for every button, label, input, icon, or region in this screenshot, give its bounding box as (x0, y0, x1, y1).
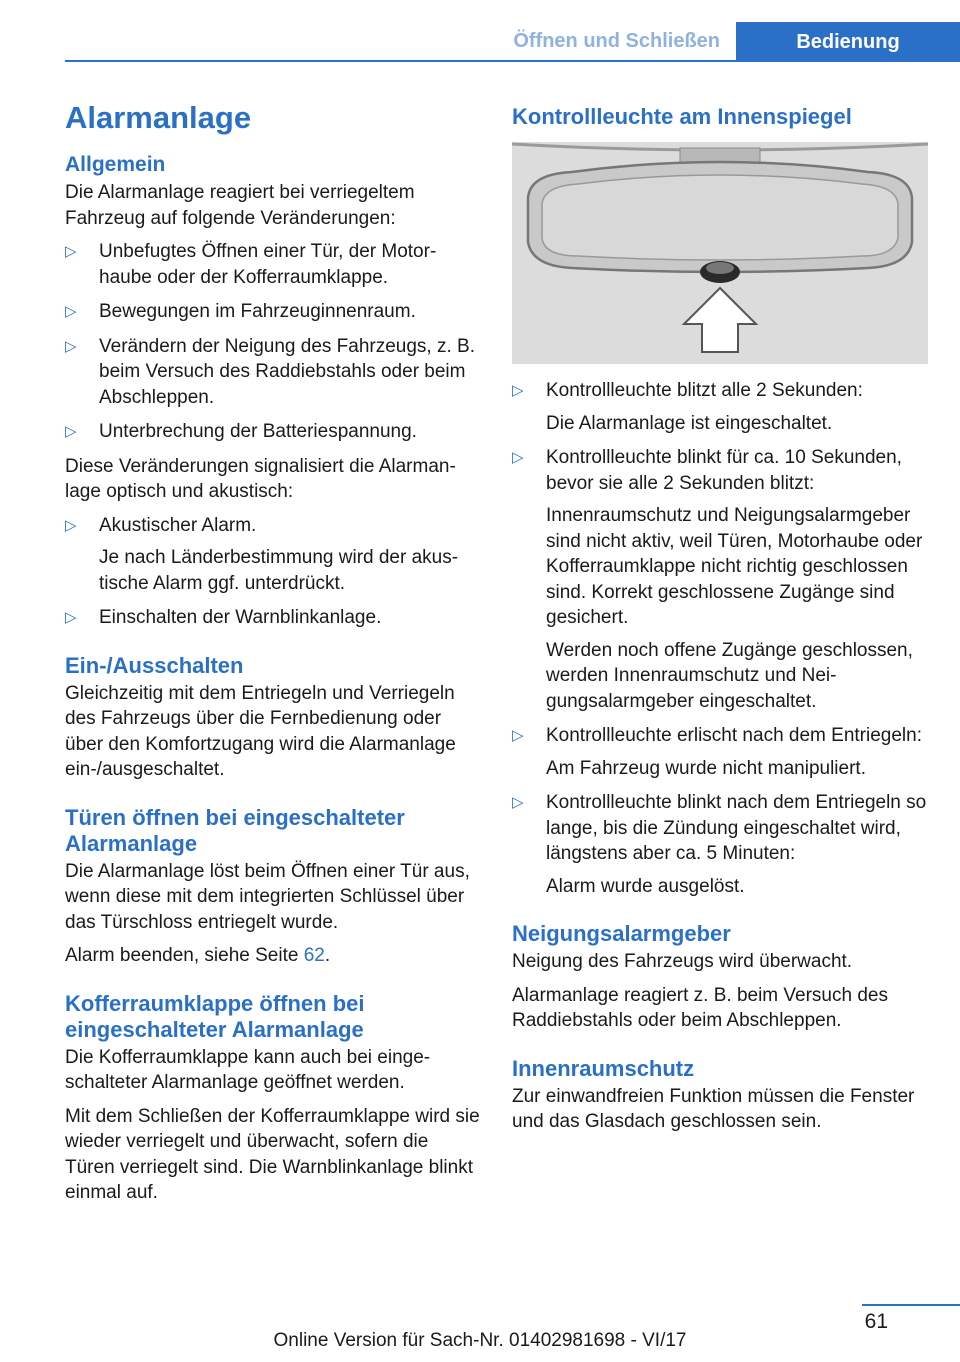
signal-text: Diese Veränderungen signalisiert die Alarmanlage optisch und akustisch: (65, 455, 456, 502)
list-item: ▷ Verändern der Neigung des Fahrzeugs, z. B. beim Versuch des Raddiebstahls oder beim Abschleppen. (65, 335, 476, 408)
page-reference-link[interactable]: 62 (303, 945, 325, 966)
ein-aus-text: Gleichzeitig mit dem Entriegeln und Verriegeln des Fahrzeugs über die Fernbedienung oder über den Komfortzugang wird die Alarmanlage ein-/ausgeschaltet. (65, 682, 456, 780)
header-chapter-label: Bedienung (796, 30, 900, 53)
online-version-note: Online Version für Sach-Nr. 01402981698 - VI/17 (273, 1330, 687, 1351)
list-item: ▷ Akustischer Alarm. Je nach Länderbestimmung wird der akustische Alarm ggf. unterdrückt. (65, 513, 480, 597)
right-column (512, 100, 928, 1143)
footer-rule (862, 1304, 960, 1306)
list-item: ▷ Bewegungen im Fahrzeuginnenraum. (65, 299, 480, 325)
list-item: ▷ Unbefugtes Öffnen einer Tür, der Motorhaube oder der Kofferraumklappe. (65, 241, 437, 288)
list-item: ▷ Kontrollleuchte blinkt für ca. 10 Sekunden, bevor sie alle 2 Sekunden blitzt: Innenraumschutz und Neigungsalarmgeber sind nicht aktiv, weil Türen, Motorhaube oder Kofferraumklappe nicht richtig geschlossen sind. Korrekt geschlossene Zugänge sind gesichert. Werden noch offene Zugänge geschlossen, werden Innenraumschutz und Neigungsalarmgeber eingeschaltet. (512, 445, 928, 714)
section-heading-tueren: Türen öffnen bei eingeschalteter Alarmanlage (65, 804, 405, 856)
section-heading-ein-aus: Ein-/Ausschalten (65, 652, 244, 678)
rearview-mirror-illustration (512, 142, 928, 364)
tueren-text: Die Alarmanlage löst beim Öffnen einer Tür aus, wenn diese mit dem integrierten Schlüssel über das Türschloss entriegelt wurde. (65, 860, 470, 933)
bullet-icon: ▷ (65, 303, 77, 320)
kontroll-list (512, 378, 928, 899)
left-column (65, 100, 480, 1214)
list-item-note: Innenraumschutz und Neigungsalarmgeber sind nicht aktiv, weil Türen, Motorhaube oder Kofferraumklappe nicht richtig geschlossen sind. Korrekt geschlossene Zugänge sind gesichert. (546, 505, 923, 628)
section-heading-kontrollleuchte: Kontrollleuchte am Innenspiegel (512, 104, 852, 129)
innenraum-text: Zur einwandfreien Funktion müssen die Fenster und das Glasdach geschlossen sein. (512, 1085, 915, 1132)
bullet-icon: ▷ (65, 609, 77, 626)
list-item: ▷ Einschalten der Warnblinkanlage. (65, 605, 480, 631)
list-item-note: Die Alarmanlage ist eingeschaltet. (546, 412, 833, 434)
bullet-icon: ▷ (65, 423, 77, 440)
list-item: ▷ Kontrollleuchte blitzt alle 2 Sekunden: Die Alarmanlage ist eingeschaltet. (512, 378, 928, 436)
section-heading-neigungsalarmgeber: Neigungsalarmgeber (512, 921, 731, 946)
header-rule (65, 60, 960, 62)
bullet-icon: ▷ (512, 449, 524, 466)
header-section-title: Öffnen und Schließen (513, 30, 720, 52)
bullet-icon: ▷ (512, 794, 524, 811)
page-title: Alarmanlage (65, 100, 252, 135)
alarm-stop-text: Alarm beenden, siehe Seite 62. (65, 945, 331, 966)
signal-list (65, 513, 480, 631)
bullet-icon: ▷ (65, 337, 77, 355)
list-item-note: Werden noch offene Zugänge geschlossen, werden Innenraumschutz und Neigungsalarmgeber eingeschaltet. (546, 639, 913, 712)
bullet-icon: ▷ (512, 382, 524, 399)
list-item: ▷ Kontrollleuchte erlischt nach dem Entriegeln: Am Fahrzeug wurde nicht manipuliert. (512, 723, 928, 781)
list-item-note: Alarm wurde ausgelöst. (546, 875, 745, 897)
list-item: ▷ Unterbrechung der Batteriespannung. (65, 419, 480, 445)
header-chapter-tab (736, 22, 960, 62)
list-item-note: Am Fahrzeug wurde nicht manipuliert. (546, 757, 866, 779)
neigung-text-2: Alarmanlage reagiert z. B. beim Versuch des Raddiebstahls oder beim Abschleppen. (512, 984, 888, 1031)
page-header (0, 0, 960, 62)
kofferraum-text-2: Mit dem Schließen der Kofferraumklappe wird sie wieder verriegelt und überwacht, sofern die Türen verriegelt sind. Die Warnblinkanlage blinkt einmal auf. (65, 1105, 480, 1203)
section-heading-allgemein: Allgemein (65, 153, 166, 176)
allgemein-list (65, 239, 480, 445)
bullet-icon: ▷ (65, 243, 77, 260)
section-heading-kofferraum: Kofferraumklappe öffnen bei eingeschalteter Alarmanlage (65, 990, 365, 1042)
bullet-icon: ▷ (512, 727, 524, 744)
list-item-note: Je nach Länderbestimmung wird der akustische Alarm ggf. unterdrückt. (99, 547, 459, 594)
list-item: ▷ Kontrollleuchte blinkt nach dem Entriegeln so lange, bis die Zündung eingeschaltet wird, längstens aber ca. 5 Minuten: Alarm wurde ausgelöst. (512, 790, 928, 899)
allgemein-intro: Die Alarmanlage reagiert bei verriegeltem Fahrzeug auf folgende Veränderungen: (65, 182, 415, 229)
section-heading-innenraumschutz: Innenraumschutz (512, 1055, 695, 1081)
page-number: 61 (864, 1310, 888, 1333)
bullet-icon: ▷ (65, 516, 77, 534)
kofferraum-text-1: Die Kofferraumklappe kann auch bei eingeschalteter Alarmanlage geöffnet werden. (65, 1046, 431, 1093)
neigung-text-1: Neigung des Fahrzeugs wird überwacht. (512, 951, 853, 972)
